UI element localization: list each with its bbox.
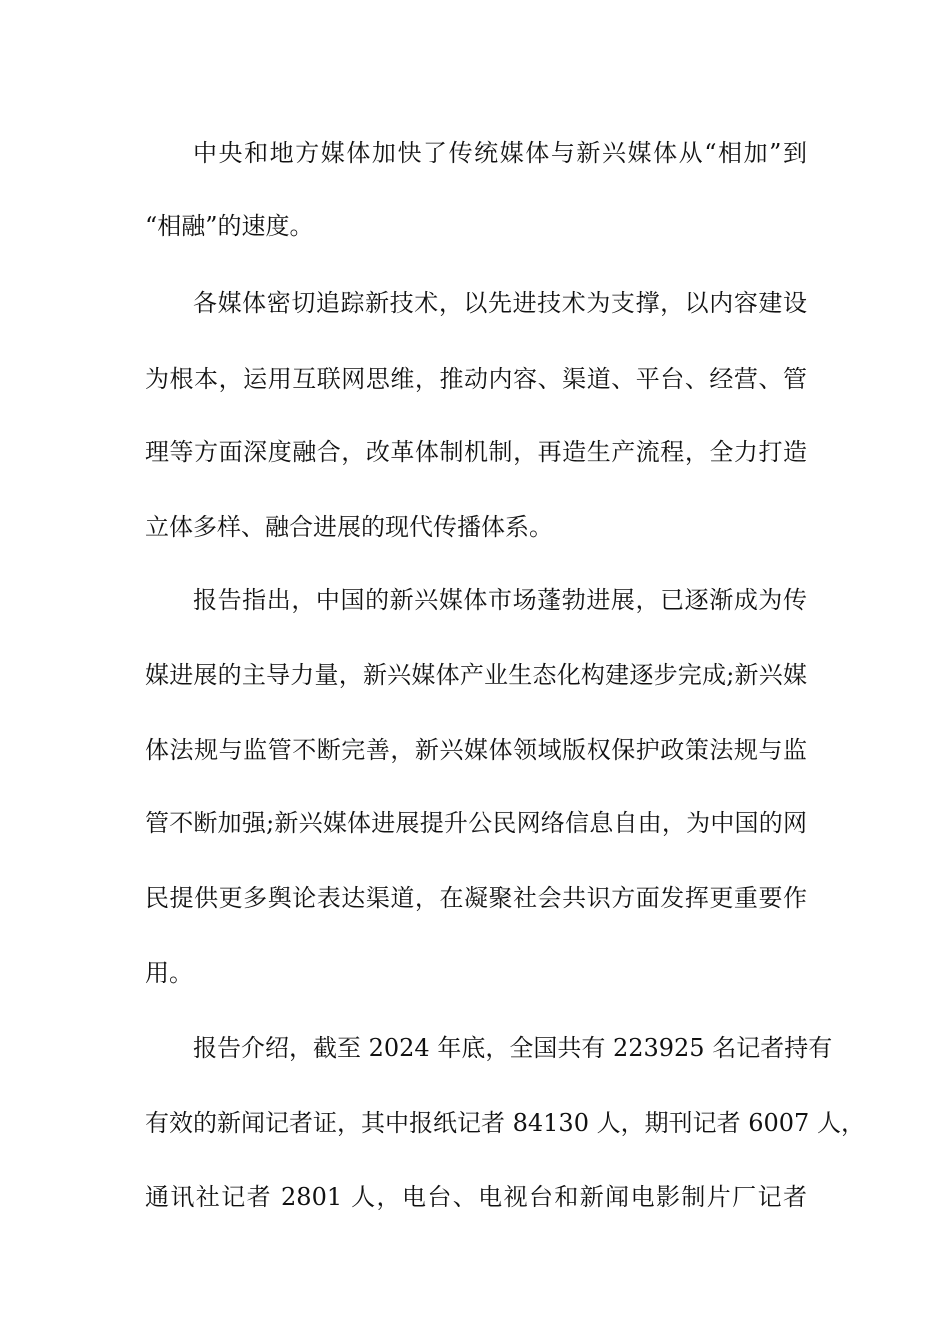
paragraph-3-line-4: 管不断加强;新兴媒体进展提升公民网络信息自由，为中国的网 bbox=[145, 809, 807, 837]
paragraph-3-line-5: 民提供更多舆论表达渠道，在凝聚社会共识方面发挥更重要作 bbox=[145, 884, 807, 912]
paragraph-3-line-1: 报告指出，中国的新兴媒体市场蓬勃进展，已逐渐成为传 bbox=[193, 586, 807, 614]
paragraph-1-line-2: “相融”的速度。 bbox=[145, 212, 314, 240]
paragraph-3-line-6: 用。 bbox=[145, 959, 193, 987]
paragraph-2-line-3: 理等方面深度融合，改革体制机制，再造生产流程，全力打造 bbox=[145, 438, 807, 466]
paragraph-2-line-4: 立体多样、融合进展的现代传播体系。 bbox=[145, 513, 553, 541]
paragraph-3-line-2: 媒进展的主导力量，新兴媒体产业生态化构建逐步完成;新兴媒 bbox=[145, 661, 807, 689]
paragraph-1-line-1: 中央和地方媒体加快了传统媒体与新兴媒体从“相加”到 bbox=[193, 139, 807, 167]
paragraph-4-line-2: 有效的新闻记者证，其中报纸记者 84130 人，期刊记者 6007 人， bbox=[145, 1109, 865, 1137]
paragraph-4-line-1: 报告介绍，截至 2024 年底，全国共有 223925 名记者持有 bbox=[193, 1034, 833, 1062]
paragraph-2-line-2: 为根本，运用互联网思维，推动内容、渠道、平台、经营、管 bbox=[145, 365, 807, 393]
paragraph-2-line-1: 各媒体密切追踪新技术，以先进技术为支撑，以内容建设 bbox=[193, 289, 807, 317]
paragraph-4-line-3: 通讯社记者 2801 人，电台、电视台和新闻电影制片厂记者 bbox=[145, 1183, 807, 1211]
paragraph-3-line-3: 体法规与监管不断完善，新兴媒体领域版权保护政策法规与监 bbox=[145, 736, 807, 764]
